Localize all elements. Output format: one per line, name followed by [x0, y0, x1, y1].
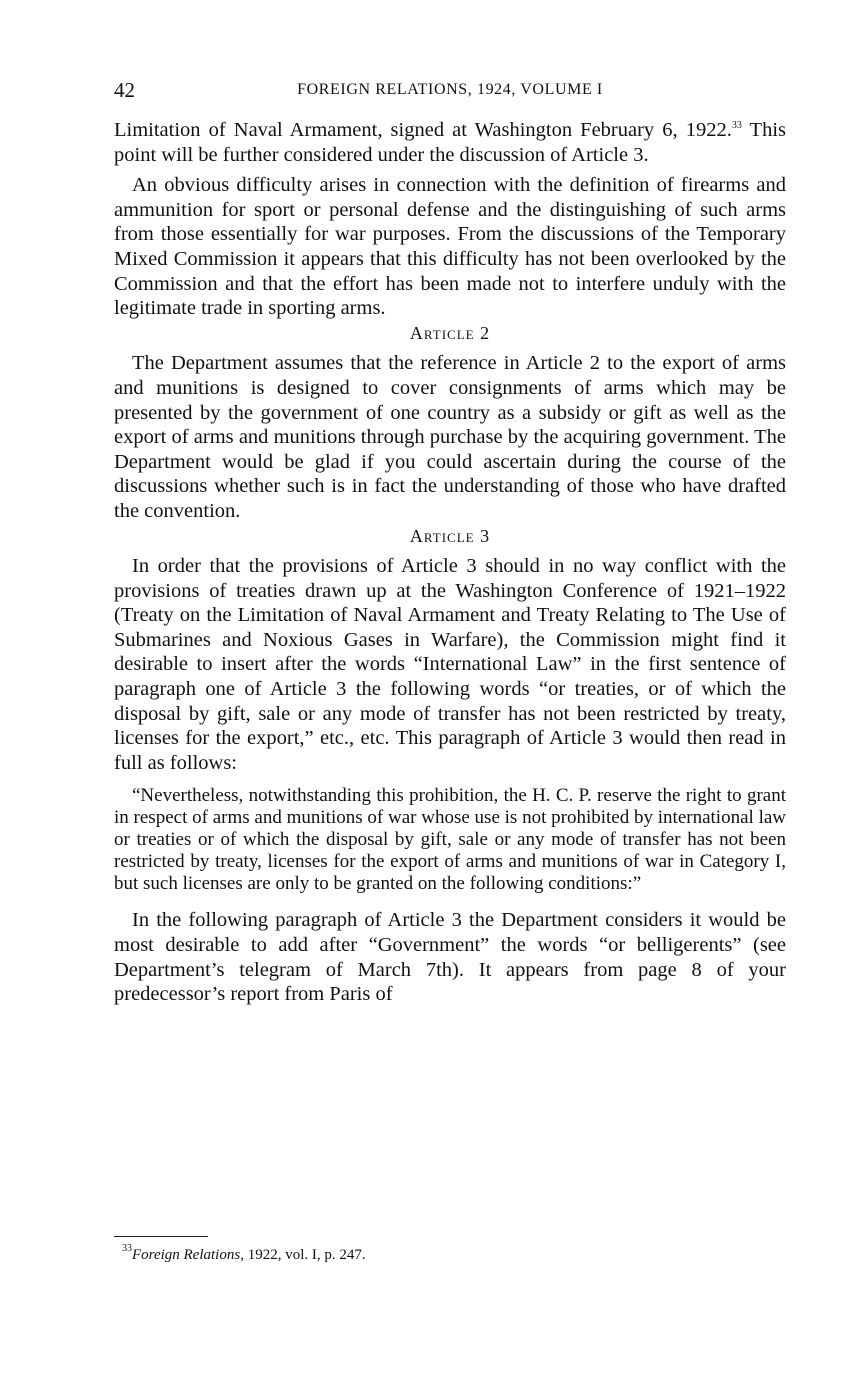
paragraph-continuation-rest: This point will be further considered under the discussion of Article 3.	[114, 119, 787, 166]
paragraph-article-3: In order that the provisions of Article 3 should in no way conflict with the provisions of treaties drawn up at the Washington Conference of 1921–1922 (Treaty on the Limitation of Naval Armament and Treaty Relating to The Use of Submarines and Noxious Gases in Warfare), the Commission might find it desirable to insert after the words “International Law” in the first sentence of paragraph one of Article 3 the following words “or treaties, or of which the disposal by gift, sale or any mode of transfer has not been restricted by treaty, licenses for the export,” etc., etc. This paragraph of Article 3 would then read in full as follows:	[114, 555, 786, 774]
footnote-reference: 33	[731, 120, 742, 131]
paragraph-firearms: An obvious difficulty arises in connection with the definition of firearms and ammunition for sport or personal defense and the distinguishing of such arms from those essentially for war purposes. From the discussions of the Temporary Mixed Commission it appears that this difficulty has not been overlooked by the Commission and that the effort has been made not to interfere unduly with the legitimate trade in sporting arms.	[114, 174, 786, 320]
footnote-title: Foreign Relations	[132, 1247, 241, 1263]
heading-article-3: Article 3	[409, 525, 491, 546]
page-header	[114, 78, 786, 106]
footnote-divider	[114, 1236, 208, 1237]
footnote-citation: , 1922, vol. I, p. 247.	[240, 1247, 366, 1263]
paragraph-continuation-text: Limitation of Naval Armament, signed at Washington February 6, 1922.	[114, 119, 732, 141]
heading-article-2: Article 2	[409, 322, 491, 343]
running-head: FOREIGN RELATIONS, 1924, VOLUME I	[297, 81, 603, 98]
paragraph-article-2: The Department assumes that the reference in Article 2 to the export of arms and munitions is designed to cover consignments of arms which may be presented by the government of one country as a subsidy or gift as well as the export of arms and munitions through purchase by the acquiring government. The Department would be glad if you could ascertain during the course of the discussions whether such is in fact the understanding of those who have drafted the convention.	[114, 352, 786, 522]
footnote-marker: 33	[122, 1243, 132, 1254]
footnote	[122, 1243, 366, 1264]
body-text	[114, 118, 786, 1007]
paragraph-following: In the following paragraph of Article 3 the Department considers it would be most desirable to add after “Government” the words “or belligerents” (see Department’s telegram of March 7th). It appears from page 8 of your predecessor’s report from Paris of	[114, 909, 786, 1006]
paragraph-continuation	[114, 118, 786, 167]
quoted-provision: “Nevertheless, notwithstanding this prohibition, the H. C. P. reserve the right to grant in respect of arms and munitions of war whose use is not prohibited by international law or treaties or of which the disposal by gift, sale or any mode of transfer has not been restricted by treaty, licenses for the export of arms and munitions of war in Category I, but such licenses are only to be granted on the following conditions:”	[114, 785, 786, 894]
page-number: 42	[114, 78, 135, 102]
